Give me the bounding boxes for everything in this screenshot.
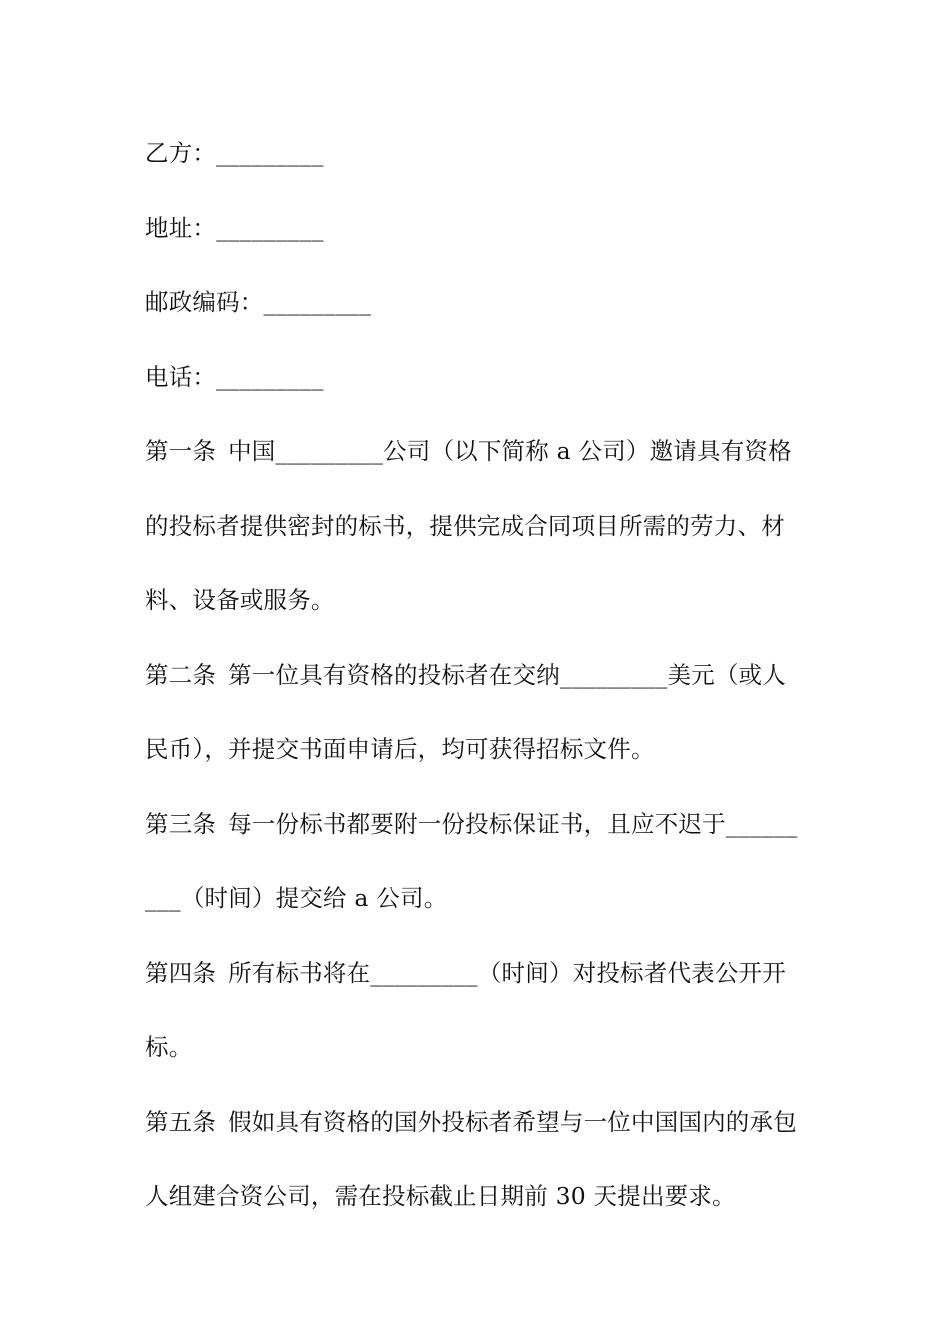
article-1-line-2: 的投标者提供密封的标书，提供完成合同项目所需的劳力、材 [145,511,785,540]
article-1-line-3: 料、设备或服务。 [145,586,335,614]
document-body [145,131,810,1249]
article-2-line-2: 民币），并提交书面申请后，均可获得招标文件。 [145,735,655,763]
article-label: 第一条 [145,437,217,465]
article-label: 第二条 [145,660,217,689]
article-label: 第四条 [145,958,217,987]
article-3-line-2: ___（时间）提交给 a 公司。 [145,884,448,912]
article-3-line-1: 第三条 每一份标书都要附一份投标保证书，且应不迟于______ [145,809,798,838]
article-label: 第三条 [145,809,217,838]
postcode-line: 邮政编码：_________ [145,288,372,316]
article-1-line-1: 第一条 中国_________公司（以下简称 a 公司）邀请具有资格 [145,437,792,465]
article-5-line-1: 第五条 假如具有资格的国外投标者希望与一位中国国内的承包 [145,1107,797,1136]
address-line: 地址：_________ [145,213,324,242]
party-b-line: 乙方：_________ [145,139,324,167]
article-4-line-1: 第四条 所有标书将在_________（时间）对投标者代表公开开 [145,958,786,987]
phone-line: 电话：_________ [145,362,324,391]
article-5-line-2: 人组建合资公司，需在投标截止日期前 30 天提出要求。 [145,1182,736,1210]
article-4-line-2: 标。 [145,1033,193,1061]
article-2-line-1: 第二条 第一位具有资格的投标者在交纳_________美元（或人 [145,660,786,689]
article-label: 第五条 [145,1107,217,1136]
